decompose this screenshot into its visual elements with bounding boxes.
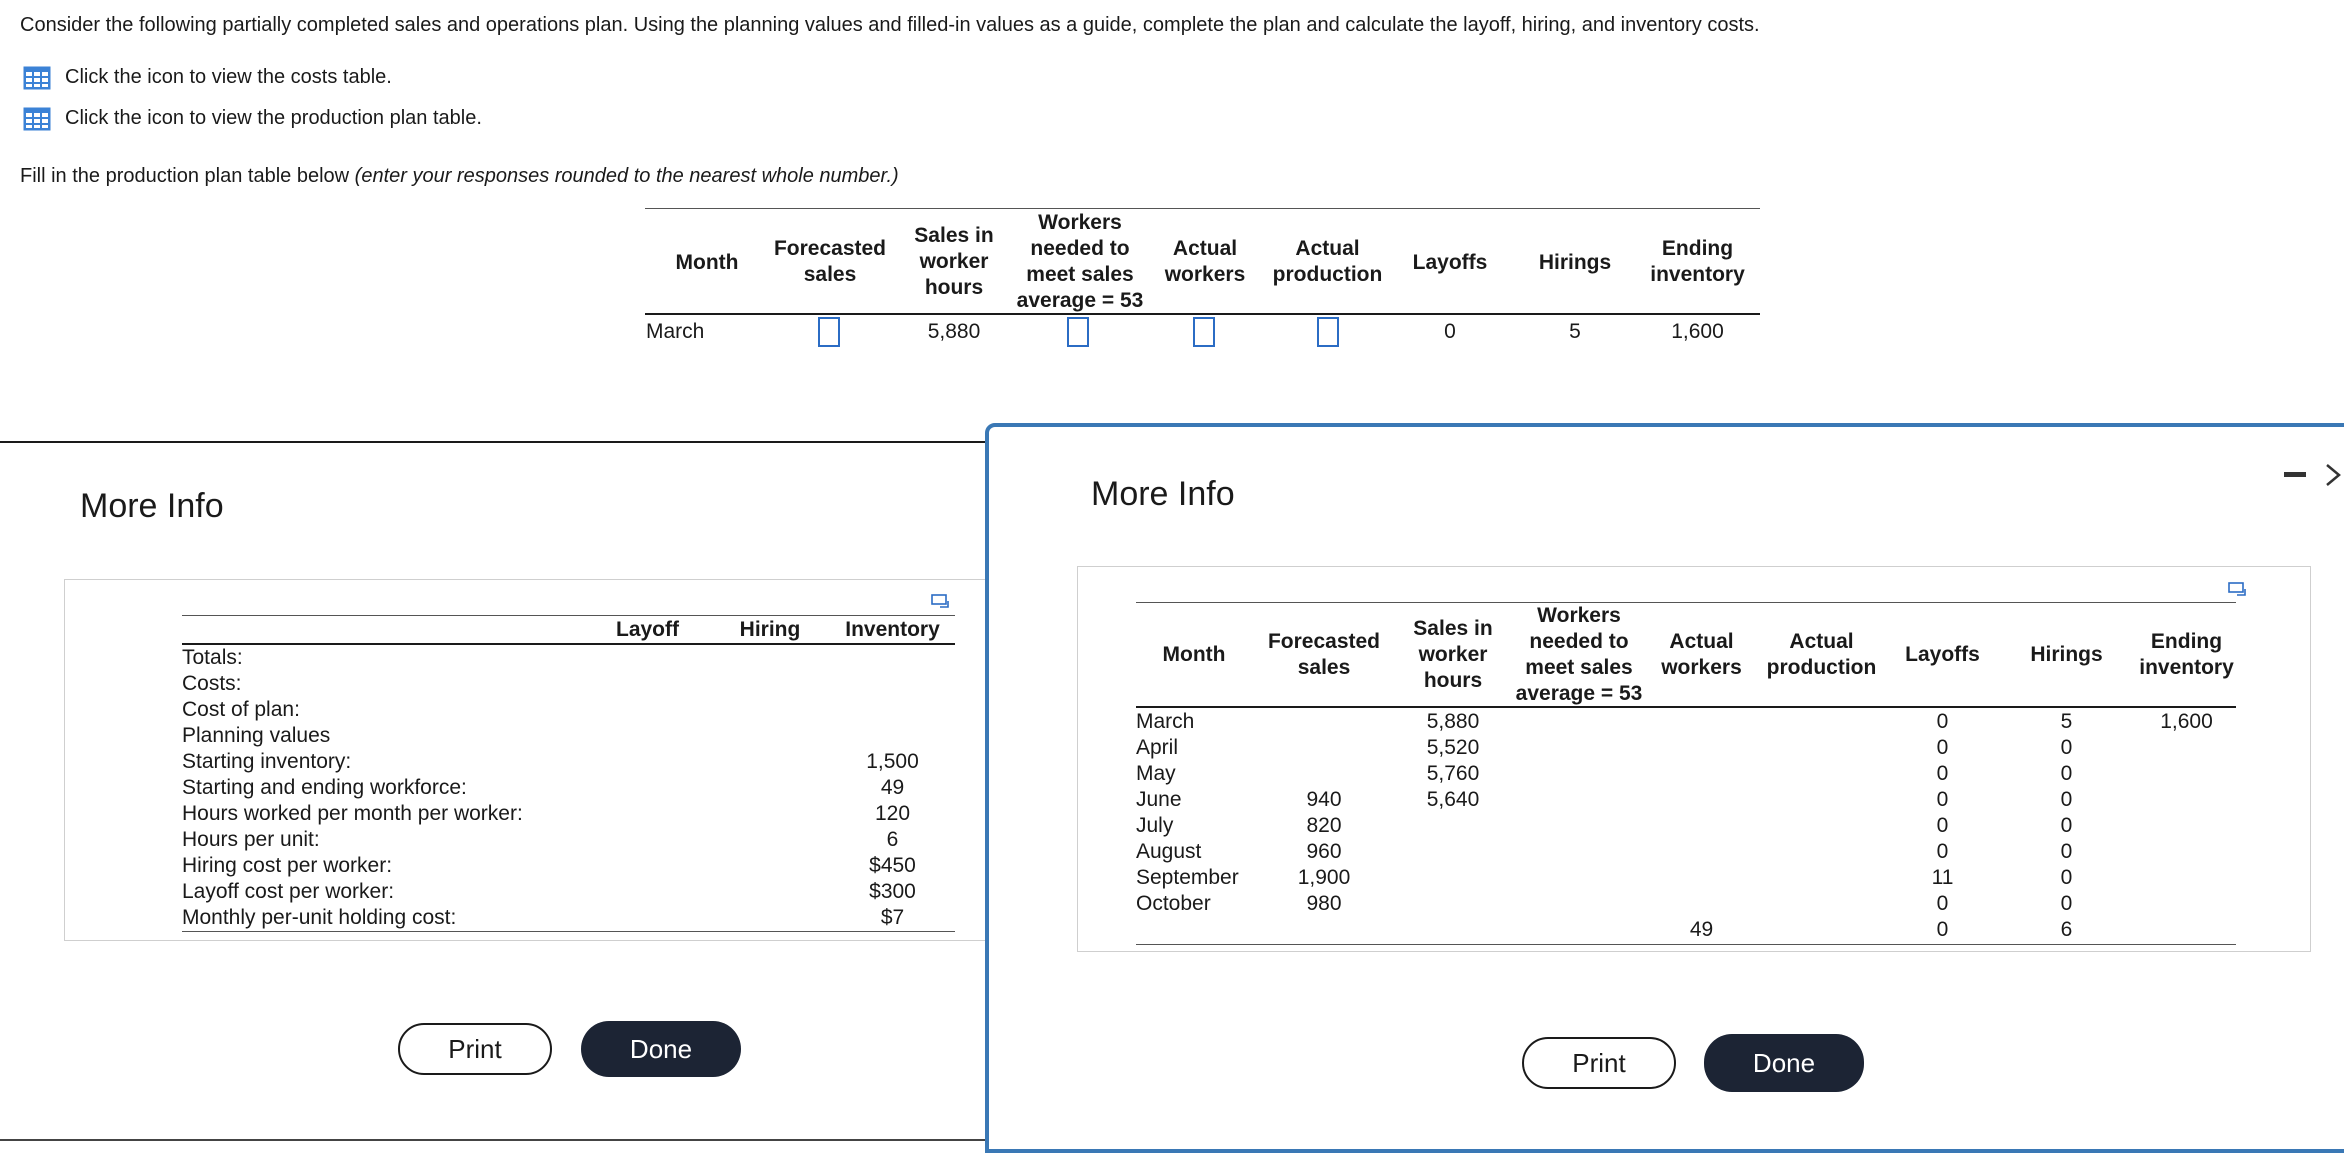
prod-month: October	[1136, 892, 1211, 915]
header-actual-workers: Actual workers	[1164, 237, 1246, 286]
prod-layoffs: 0	[1936, 736, 1949, 759]
prod-month: March	[1136, 710, 1195, 733]
prod-forecasted: 960	[1306, 840, 1342, 863]
prod-month: August	[1136, 840, 1202, 863]
header-actual-production: Actual production	[1766, 630, 1877, 679]
print-button[interactable]: Print	[1522, 1037, 1676, 1089]
forecasted-sales-input[interactable]	[818, 317, 840, 347]
prod-month: July	[1136, 814, 1174, 837]
prod-layoffs: 0	[1936, 918, 1949, 941]
row-layoffs: 0	[1444, 320, 1456, 343]
prod-ending-inventory: 1,600	[2160, 710, 2213, 733]
header-hirings: Hirings	[1538, 251, 1612, 274]
close-icon[interactable]	[2325, 463, 2344, 487]
workers-needed-input[interactable]	[1067, 317, 1089, 347]
prod-hirings: 0	[2060, 814, 2073, 837]
header-month: Month	[1162, 643, 1226, 666]
value-layoff-cost: $300	[869, 880, 916, 903]
header-actual-production: Actual production	[1272, 237, 1383, 286]
print-button[interactable]: Print	[398, 1023, 552, 1075]
prod-layoffs: 11	[1931, 866, 1954, 889]
production-popup	[985, 423, 2344, 1153]
fill-prefix: Fill in the production plan table below	[20, 165, 355, 187]
row-hirings: 5	[1569, 320, 1581, 343]
label-holding-cost: Monthly per-unit holding cost:	[182, 906, 457, 929]
done-button[interactable]: Done	[581, 1021, 741, 1077]
costs-popup	[0, 441, 990, 1141]
row-sales-hours: 5,880	[927, 320, 981, 343]
header-hiring: Hiring	[739, 618, 801, 641]
prod-forecasted: 980	[1306, 892, 1342, 915]
prod-hirings: 5	[2060, 710, 2073, 733]
prod-sales-hours: 5,760	[1426, 762, 1480, 785]
value-starting-inventory: 1,500	[866, 750, 919, 773]
table-icon[interactable]	[23, 66, 51, 90]
prod-top-rule	[1136, 602, 2236, 603]
prod-sales-hours: 5,880	[1426, 710, 1480, 733]
costs-header-rule	[182, 643, 955, 645]
popup-title: More Info	[1091, 475, 1235, 513]
table-top-rule	[645, 208, 1760, 209]
prod-layoffs: 0	[1936, 788, 1949, 811]
header-actual-workers: Actual workers	[1661, 630, 1742, 679]
prod-hirings: 6	[2060, 918, 2073, 941]
header-workers-needed: Workers needed to meet sales average = 53	[1016, 211, 1144, 312]
prod-layoffs: 0	[1936, 840, 1949, 863]
prod-forecasted: 820	[1306, 814, 1342, 837]
prod-forecasted: 1,900	[1297, 866, 1351, 889]
label-hours-worked: Hours worked per month per worker:	[182, 802, 523, 825]
prod-layoffs: 0	[1936, 814, 1949, 837]
prod-sales-hours: 5,520	[1426, 736, 1480, 759]
prod-hirings: 0	[2060, 788, 2073, 811]
label-workforce: Starting and ending workforce:	[182, 776, 467, 799]
instruction-text: Consider the following partially completed sales and operations plan. Using the planning values and filled-in values as a guide, complete the plan and calculate the layoff, hiring, and inventory costs.	[20, 14, 1760, 36]
table-header-rule	[645, 313, 1760, 315]
prod-month: June	[1136, 788, 1182, 811]
label-costs: Costs:	[182, 672, 242, 695]
header-workers-needed: Workers needed to meet sales average = 53	[1515, 604, 1643, 705]
fill-instruction	[20, 165, 899, 188]
value-hours-worked: 120	[874, 802, 911, 825]
header-inventory: Inventory	[845, 618, 940, 641]
label-totals: Totals:	[182, 646, 243, 669]
prod-bottom-rule	[1136, 944, 2236, 945]
header-sales-hours: Sales in worker hours	[1413, 617, 1493, 692]
costs-table-link[interactable]: Click the icon to view the costs table.	[65, 66, 392, 88]
production-table-link[interactable]: Click the icon to view the production plan table.	[65, 107, 482, 129]
costs-top-rule	[182, 615, 955, 616]
header-forecasted-sales: Forecasted sales	[773, 237, 887, 286]
label-planning-values: Planning values	[182, 724, 331, 747]
popup-title: More Info	[80, 487, 224, 525]
prod-header-rule	[1136, 706, 2236, 708]
row-month: March	[646, 320, 705, 343]
prod-forecasted: 940	[1306, 788, 1342, 811]
header-forecasted-sales: Forecasted sales	[1267, 630, 1381, 679]
prod-sales-hours: 5,640	[1426, 788, 1480, 811]
popout-icon[interactable]	[2228, 581, 2248, 599]
value-hiring-cost: $450	[869, 854, 916, 877]
actual-production-input[interactable]	[1317, 317, 1339, 347]
popout-icon[interactable]	[931, 593, 951, 611]
prod-month: April	[1136, 736, 1179, 759]
label-cost-of-plan: Cost of plan:	[182, 698, 300, 721]
header-sales-hours: Sales in worker hours	[914, 224, 994, 299]
prod-month: September	[1136, 866, 1239, 889]
header-hirings: Hirings	[2030, 643, 2103, 666]
done-button[interactable]: Done	[1704, 1034, 1864, 1092]
header-month: Month	[675, 251, 739, 274]
value-hours-per-unit: 6	[886, 828, 899, 851]
header-ending-inventory: Ending inventory	[1650, 237, 1745, 286]
prod-layoffs: 0	[1936, 762, 1949, 785]
table-icon[interactable]	[23, 107, 51, 131]
label-layoff-cost: Layoff cost per worker:	[182, 880, 395, 903]
prod-actual-workers: 49	[1689, 918, 1714, 941]
header-layoff: Layoff	[616, 618, 679, 641]
prod-month: May	[1136, 762, 1176, 785]
costs-bottom-rule	[182, 931, 955, 932]
value-holding-cost: $7	[880, 906, 905, 929]
fill-note: (enter your responses rounded to the nearest whole number.)	[354, 165, 899, 187]
prod-layoffs: 0	[1936, 710, 1949, 733]
minimize-icon[interactable]	[2284, 472, 2306, 477]
actual-workers-input[interactable]	[1193, 317, 1215, 347]
value-workforce: 49	[880, 776, 905, 799]
label-starting-inventory: Starting inventory:	[182, 750, 352, 773]
header-layoffs: Layoffs	[1905, 643, 1980, 666]
prod-hirings: 0	[2060, 736, 2073, 759]
label-hours-per-unit: Hours per unit:	[182, 828, 320, 851]
prod-hirings: 0	[2060, 892, 2073, 915]
prod-hirings: 0	[2060, 840, 2073, 863]
header-ending-inventory: Ending inventory	[2139, 630, 2234, 679]
prod-layoffs: 0	[1936, 892, 1949, 915]
label-hiring-cost: Hiring cost per worker:	[182, 854, 393, 877]
prod-hirings: 0	[2060, 866, 2073, 889]
row-ending-inventory: 1,600	[1671, 320, 1724, 343]
prod-hirings: 0	[2060, 762, 2073, 785]
header-layoffs: Layoffs	[1412, 251, 1488, 274]
